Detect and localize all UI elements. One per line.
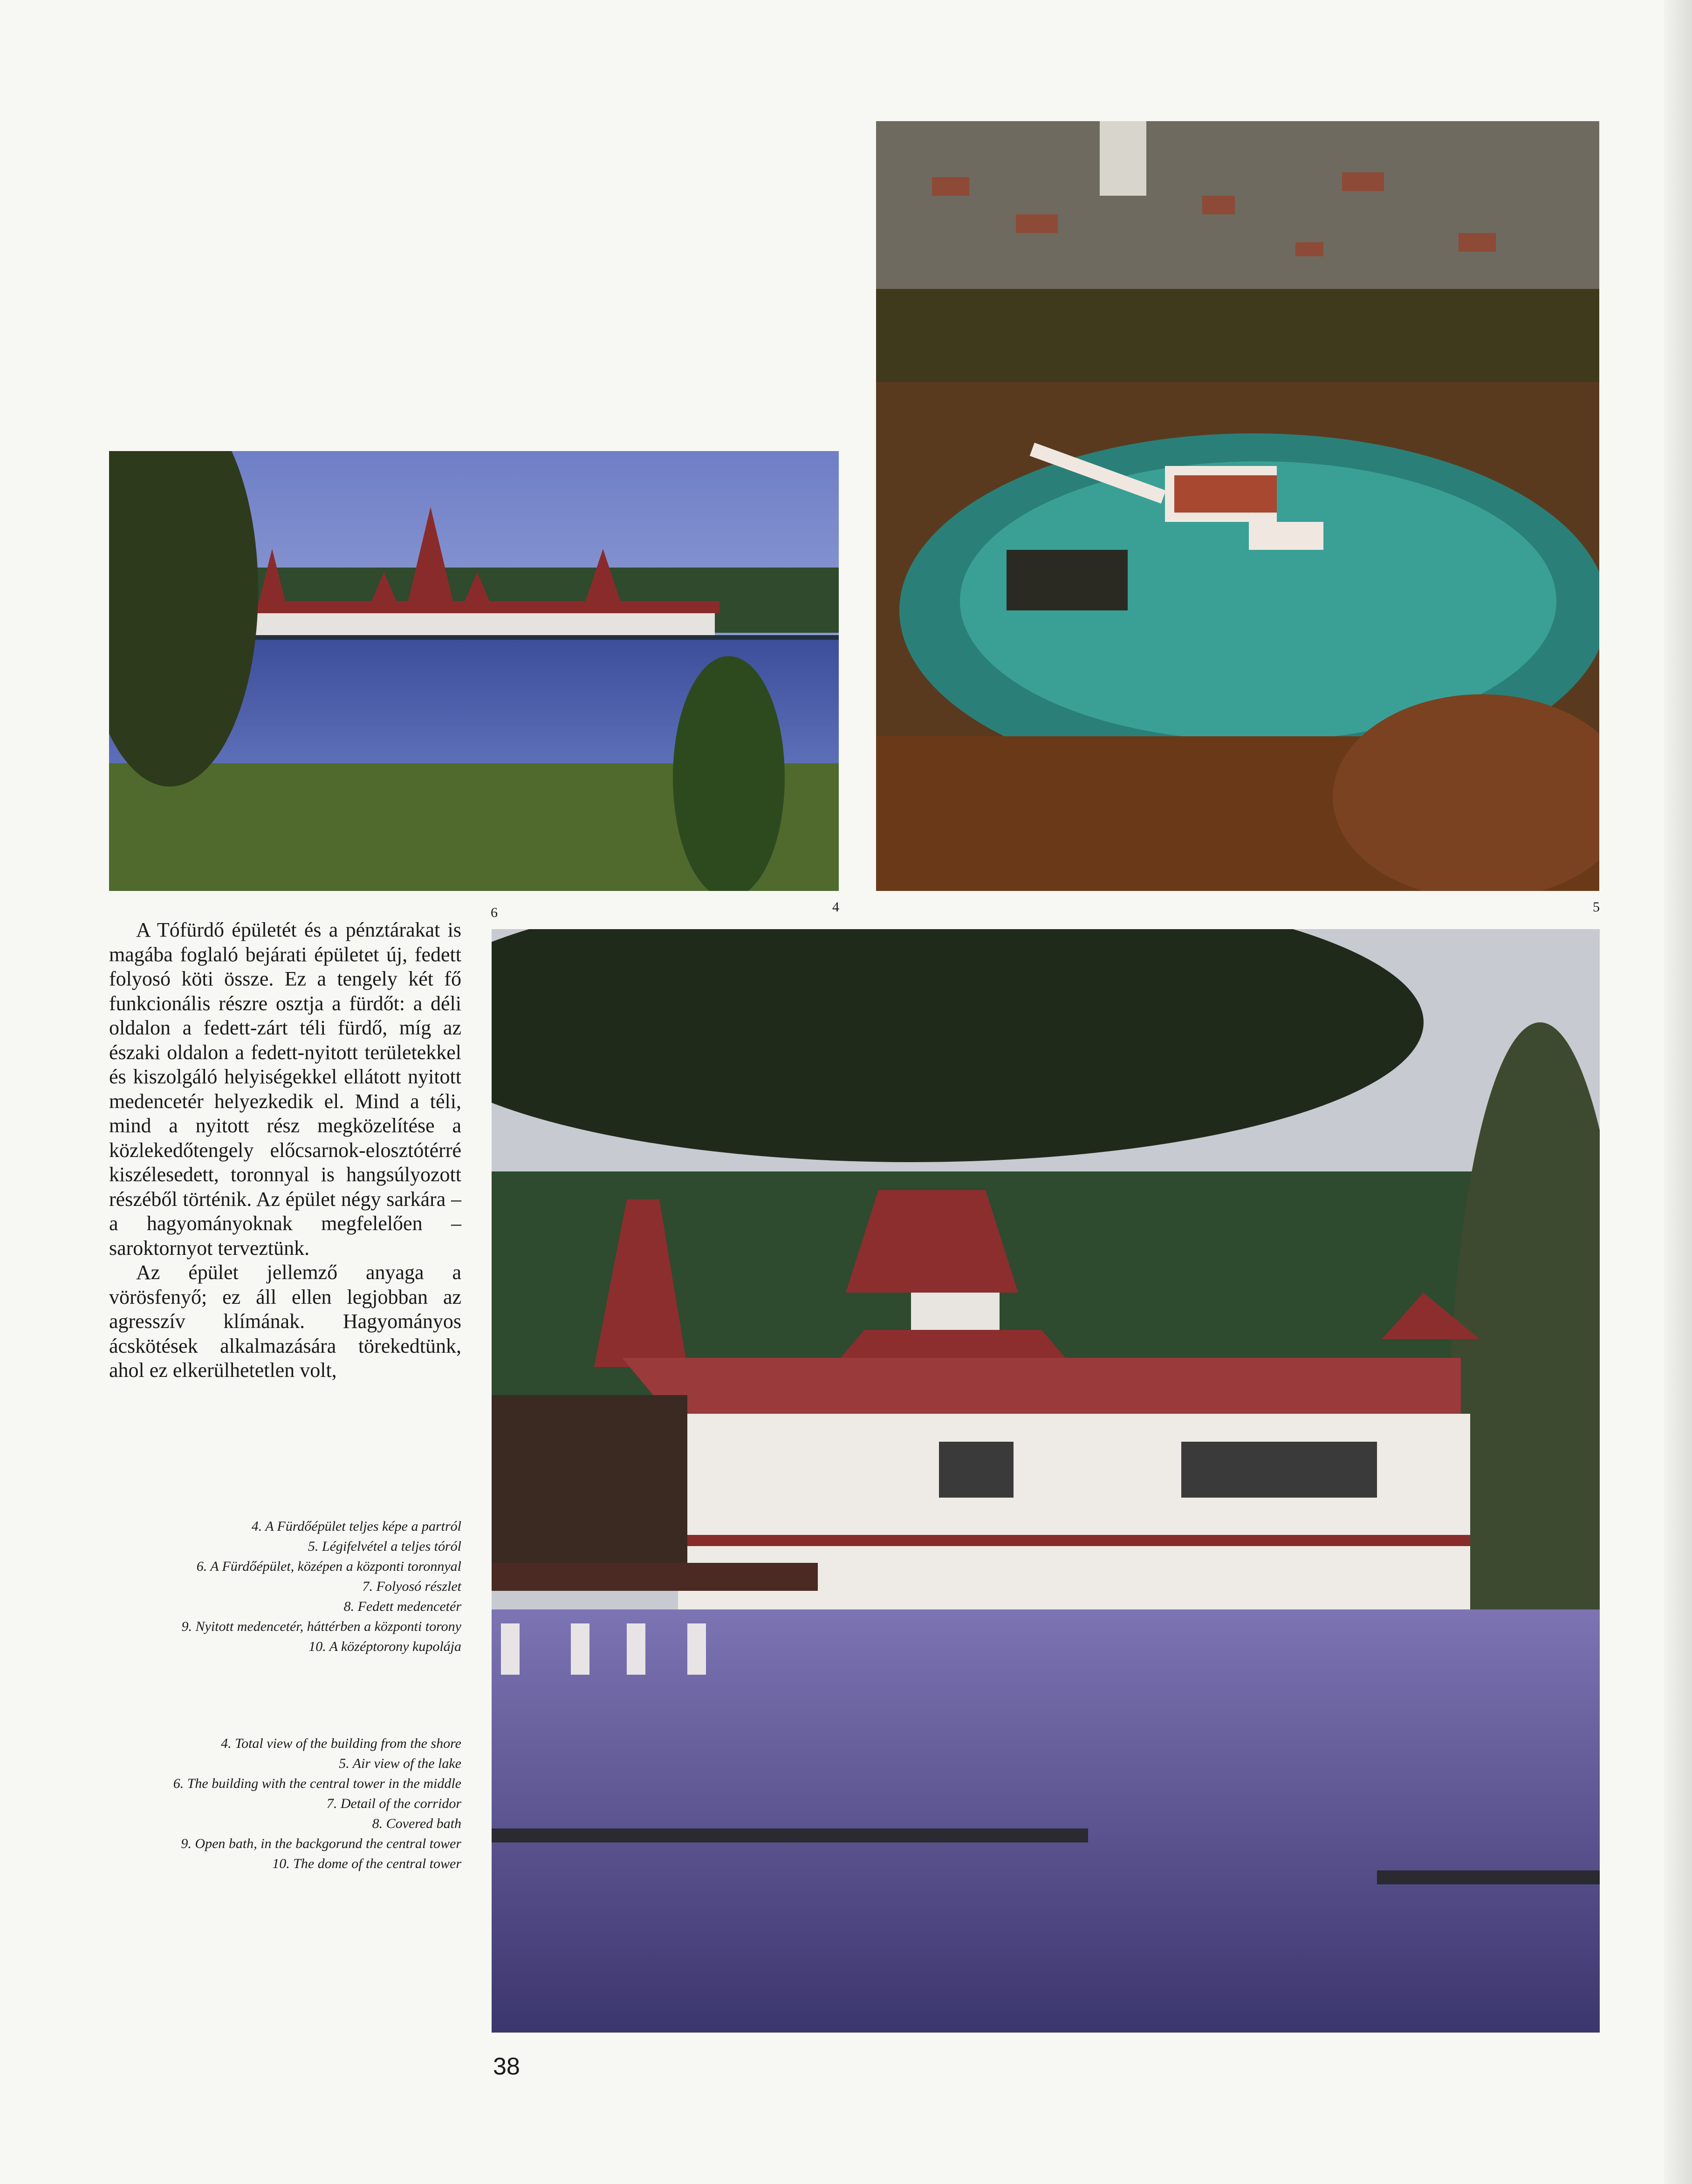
photo-aerial-view-of-lake xyxy=(876,121,1599,891)
caption-hu: 9. Nyitott medencetér, háttérben a központi torony xyxy=(181,1619,461,1634)
caption-en: 9. Open bath, in the backgorund the central tower xyxy=(181,1836,461,1851)
page-edge-shadow xyxy=(1664,0,1692,2184)
caption-en: 4. Total view of the building from the shore xyxy=(221,1736,461,1751)
caption-hu: 6. A Fürdőépület, középen a központi toronnyal xyxy=(196,1559,461,1574)
caption-en: 5. Air view of the lake xyxy=(339,1756,461,1771)
caption-en: 10. The dome of the central tower xyxy=(272,1856,461,1871)
captions-english xyxy=(109,1733,461,1874)
photo-pavilion-from-shore xyxy=(109,451,839,891)
figure-number-4: 4 xyxy=(832,899,839,915)
caption-en: 6. The building with the central tower in the middle xyxy=(173,1776,461,1791)
body-paragraph: Az épület jellemző anyaga a vörösfenyő; ez áll ellen legjobban az agresszív klímának. Hagyományos ácskötések alkalmazására törekedtünk, ahol ez elkerülhetetlen volt, xyxy=(109,1261,461,1382)
figure-number-5: 5 xyxy=(1593,899,1600,915)
caption-en: 7. Detail of the corridor xyxy=(326,1796,461,1811)
page-number: 38 xyxy=(493,2053,520,2080)
article-body-text xyxy=(109,918,461,1383)
body-paragraph: A Tófürdő épületét és a pénztárakat is magába foglaló bejárati épületet új, fedett folyosó köti össze. Ez a tengely két fő funkcionális részre osztja a fürdőt: a déli oldalon a fedett-zárt téli fürdő, míg az északi oldalon a fedett-nyitott területekkel és kiszolgáló helyiségekkel ellátott nyitott medencetér helyezkedik el. Mind a téli, mind a nyitott rész megközelítése a közlekedőtengely előcsarnok-elosztótérré kiszélesedett, toronnyal is hangsúlyozott részéből történik. Az épület négy sarkára – a hagyományoknak megfelelően – saroktornyot terveztünk. xyxy=(109,918,461,1260)
caption-hu: 8. Fedett medencetér xyxy=(343,1599,461,1614)
caption-hu: 7. Folyosó részlet xyxy=(362,1579,461,1594)
figure-number-6: 6 xyxy=(491,905,498,920)
captions-hungarian xyxy=(109,1516,461,1657)
caption-hu: 5. Légifelvétel a teljes tóról xyxy=(308,1539,461,1554)
caption-hu: 4. A Fürdőépület teljes képe a partról xyxy=(251,1519,461,1534)
caption-hu: 10. A középtorony kupolája xyxy=(308,1639,461,1654)
photo-building-with-central-tower xyxy=(492,929,1600,2033)
caption-en: 8. Covered bath xyxy=(372,1816,461,1831)
